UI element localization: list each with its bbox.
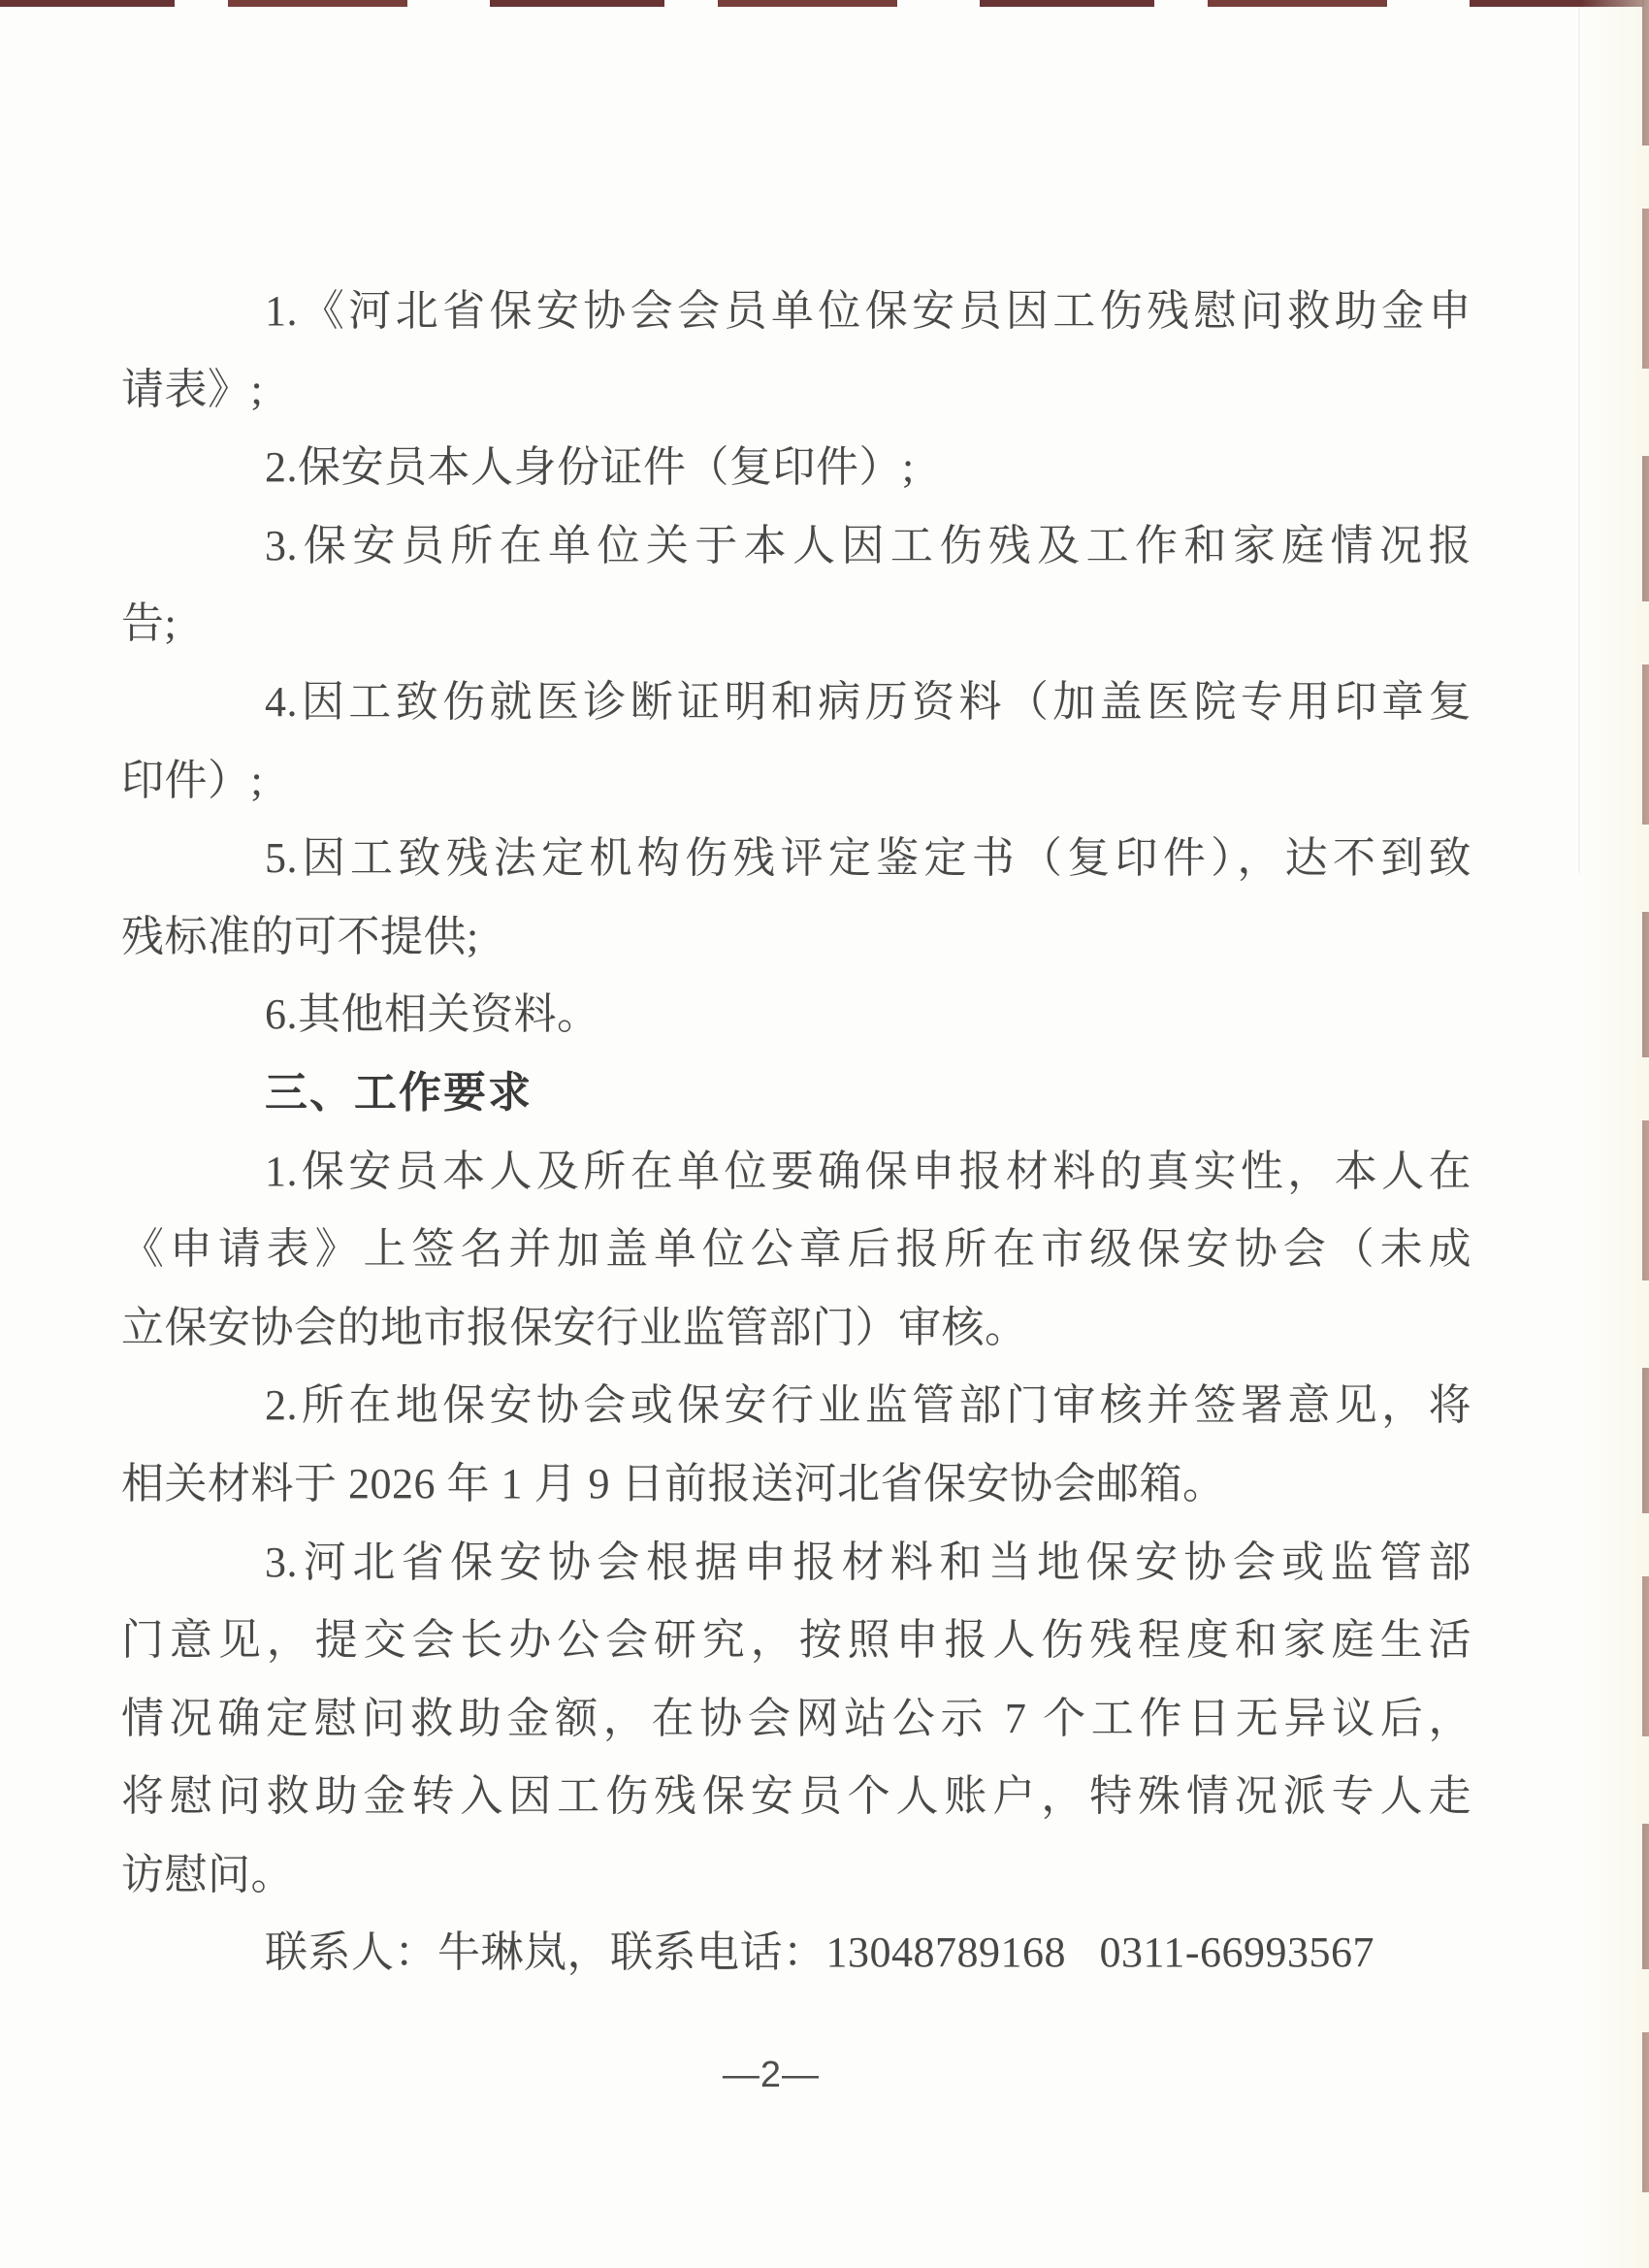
scan-artifact-right-edge — [1642, 0, 1649, 2268]
scan-crease-line — [1578, 0, 1580, 873]
text-line: 2.保安员本人身份证件（复印件）; — [265, 443, 915, 492]
text-line: 将慰问救助金转入因工伤残保安员个人账户，特殊情况派专人走 — [121, 1772, 1471, 1821]
text-line: 5.因工致残法定机构伤残评定鉴定书（复印件），达不到致 — [265, 834, 1471, 883]
text-line: 2.所在地保安协会或保安行业监管部门审核并签署意见，将 — [265, 1381, 1471, 1430]
text-line: 访慰问。 — [121, 1850, 294, 1898]
text-line: 6.其他相关资料。 — [265, 990, 600, 1039]
text-line: 4.因工致伤就医诊断证明和病历资料（加盖医院专用印章复 — [265, 677, 1471, 726]
document-body — [121, 273, 1471, 1993]
text-line: 门意见，提交会长办公会研究，按照申报人伤残程度和家庭生活 — [121, 1616, 1471, 1665]
text-line: 1.《河北省保安协会会员单位保安员因工伤残慰问救助金申 — [265, 287, 1471, 335]
text-line: 1.保安员本人及所在单位要确保申报材料的真实性，本人在 — [265, 1147, 1471, 1195]
text-line: 《申请表》上签名并加盖单位公章后报所在市级保安协会（未成 — [121, 1225, 1471, 1274]
text-line: 相关材料于 2026 年 1 月 9 日前报送河北省保安协会邮箱。 — [121, 1459, 1226, 1507]
text-line: 请表》; — [121, 365, 264, 413]
text-line: 告; — [121, 599, 178, 648]
text-line: 3.河北省保安协会根据申报材料和当地保安协会或监管部 — [265, 1538, 1471, 1586]
text-line: 情况确定慰问救助金额，在协会网站公示 7 个工作日无异议后， — [121, 1694, 1471, 1742]
paper-edge-tint — [1581, 0, 1649, 2268]
text-line: 3.保安员所在单位关于本人因工伤残及工作和家庭情况报 — [265, 521, 1471, 569]
page-number: —2— — [722, 2055, 821, 2095]
scan-artifact-top-edge — [0, 0, 1649, 7]
section-heading: 三、工作要求 — [265, 1068, 533, 1117]
text-line: 印件）; — [121, 756, 264, 804]
text-line: 联系人：牛琳岚，联系电话：13048789168 0311-66993567 — [265, 1928, 1375, 1977]
text-line: 立保安协会的地市报保安行业监管部门）审核。 — [121, 1303, 1028, 1351]
text-line: 残标准的可不提供; — [121, 912, 479, 960]
